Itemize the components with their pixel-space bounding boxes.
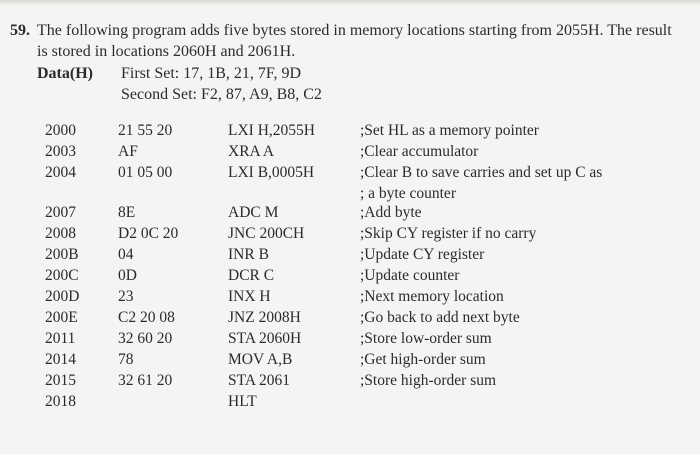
listing-row [0, 246, 700, 267]
hex-code-cell: 32 60 20 [118, 330, 173, 347]
mnemonic-cell: JNZ 2008H [228, 309, 301, 326]
first-data-set: First Set: 17, 1B, 21, 7F, 9D [121, 65, 302, 82]
hex-code-cell: 23 [118, 288, 134, 305]
hex-code-cell: D2 0C 20 [118, 225, 179, 242]
address-cell: 2004 [45, 164, 76, 181]
mnemonic-cell: ADC M [228, 204, 279, 221]
hex-code-cell: 78 [118, 351, 134, 368]
hex-code-cell: 32 61 20 [118, 372, 173, 389]
comment-cell: ;Update CY register [360, 246, 485, 263]
listing-row [0, 164, 700, 185]
listing-row [0, 372, 700, 393]
address-cell: 2018 [45, 393, 76, 410]
mnemonic-cell: INX H [228, 288, 271, 305]
comment-cell: ;Clear accumulator [360, 143, 479, 160]
comment-continuation-cell: ; a byte counter [360, 185, 456, 202]
comment-cell: ;Get high-order sum [360, 351, 486, 368]
mnemonic-cell: LXI B,0005H [228, 164, 315, 181]
mnemonic-cell: MOV A,B [228, 351, 293, 368]
listing-row [0, 351, 700, 372]
address-cell: 200B [45, 246, 79, 263]
mnemonic-cell: XRA A [228, 143, 275, 160]
hex-code-cell: AF [118, 143, 138, 160]
mnemonic-cell: JNC 200CH [228, 225, 305, 242]
listing-row [0, 204, 700, 225]
question-number: 59. [10, 22, 30, 39]
data-label: Data(H) [37, 65, 93, 82]
comment-cell: ;Update counter [360, 267, 460, 284]
comment-cell: ;Next memory location [360, 288, 504, 305]
comment-cell: ;Clear B to save carries and set up C as [360, 164, 603, 181]
address-cell: 2015 [45, 372, 76, 389]
comment-cell: ;Store low-order sum [360, 330, 492, 347]
listing-row [0, 225, 700, 246]
hex-code-cell: 01 05 00 [118, 164, 173, 181]
mnemonic-cell: DCR C [228, 267, 275, 284]
hex-code-cell: 8E [118, 204, 136, 221]
address-cell: 2000 [45, 122, 76, 139]
mnemonic-cell: STA 2061 [228, 372, 291, 389]
address-cell: 2007 [45, 204, 76, 221]
listing-row [0, 143, 700, 164]
mnemonic-cell: HLT [228, 393, 257, 410]
comment-cell: ;Set HL as a memory pointer [360, 122, 539, 139]
comment-cell: ;Skip CY register if no carry [360, 225, 537, 242]
question-text: The following program adds five bytes stored in memory locations starting from 2055H. The result is stored in locations 2060H and 2061H. [37, 22, 672, 60]
listing-row [0, 309, 700, 330]
listing-row [0, 122, 700, 143]
listing-row [0, 393, 700, 414]
listing-row [0, 330, 700, 351]
hex-code-cell: 04 [118, 246, 134, 263]
listing-row [0, 288, 700, 309]
listing-row-continuation [0, 185, 700, 204]
hex-code-cell: C2 20 08 [118, 309, 175, 326]
comment-cell: ;Add byte [360, 204, 422, 221]
address-cell: 200C [45, 267, 79, 284]
listing-row [0, 267, 700, 288]
address-cell: 2011 [45, 330, 76, 347]
hex-code-cell: 21 55 20 [118, 122, 173, 139]
mnemonic-cell: LXI H,2055H [228, 122, 315, 139]
address-cell: 2008 [45, 225, 76, 242]
address-cell: 200D [45, 288, 80, 305]
comment-cell: ;Store high-order sum [360, 372, 497, 389]
page-top-edge [0, 0, 700, 6]
second-data-set: Second Set: F2, 87, A9, B8, C2 [121, 86, 322, 103]
comment-cell: ;Go back to add next byte [360, 309, 520, 326]
address-cell: 2003 [45, 143, 76, 160]
mnemonic-cell: STA 2060H [228, 330, 302, 347]
address-cell: 2014 [45, 351, 76, 368]
hex-code-cell: 0D [118, 267, 137, 284]
assembly-listing [0, 122, 700, 414]
address-cell: 200E [45, 309, 78, 326]
mnemonic-cell: INR B [228, 246, 269, 263]
